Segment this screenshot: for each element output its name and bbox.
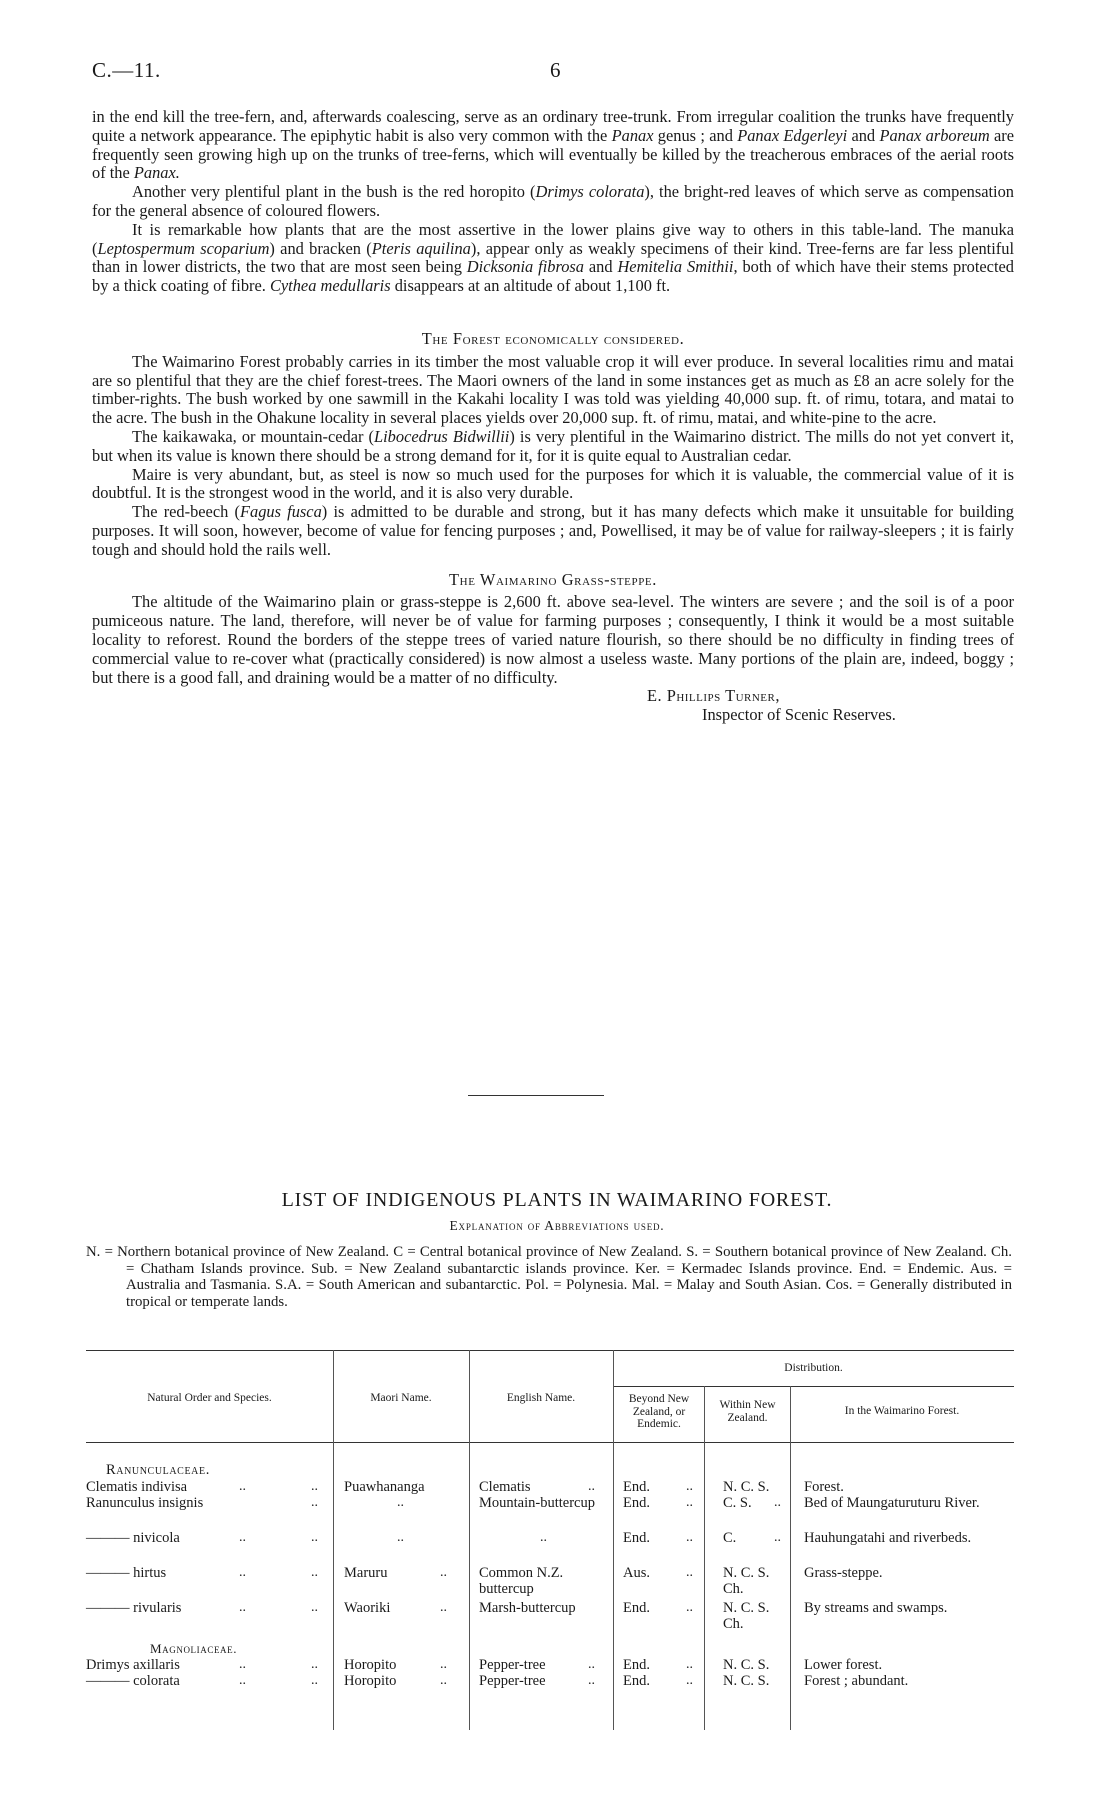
botanical-name: Panax <box>611 125 654 145</box>
leader-dots: .. <box>311 1479 318 1494</box>
leader-dots: .. <box>686 1479 693 1494</box>
distribution-rule <box>613 1386 1014 1387</box>
english-name: Pepper-tree <box>479 1673 546 1689</box>
species-name: ——— hirtus <box>86 1565 167 1581</box>
leader-dots: .. <box>686 1673 693 1688</box>
abbreviations-legend <box>86 1244 1012 1310</box>
header-beyond: Beyond New Zealand, or Endemic. <box>628 1393 690 1430</box>
within-nz: N. C. S. <box>723 1479 770 1495</box>
botanical-name: Cythea medullaris <box>269 276 391 296</box>
botanical-name: Panax arboreum <box>879 125 990 145</box>
leader-dots: .. <box>686 1600 693 1615</box>
leader-dots: .. <box>686 1495 693 1510</box>
signature-title: Inspector of Scenic Reserves. <box>702 705 896 725</box>
within-nz: N. C. S. <box>723 1657 770 1673</box>
leader-dots: .. <box>440 1565 447 1580</box>
forest-location: Forest. <box>804 1479 844 1495</box>
column-divider <box>469 1350 470 1730</box>
leader-dots: .. <box>239 1479 246 1494</box>
section-heading-forest: The Forest economically considered. <box>421 328 685 348</box>
column-divider <box>333 1350 334 1730</box>
botanical-name: Panax. <box>133 163 180 183</box>
forest-location: Lower forest. <box>804 1657 883 1673</box>
plant-table <box>0 1350 1114 1730</box>
body-text <box>92 108 1014 725</box>
within-nz: N. C. S. <box>723 1673 770 1689</box>
header-bottom-rule <box>86 1442 1014 1443</box>
list-subtitle: Explanation of Abbreviations used. <box>449 1218 665 1233</box>
header-species: Natural Order and Species. <box>147 1392 272 1404</box>
leader-dots: .. <box>311 1565 318 1580</box>
maori-name: Horopito <box>344 1657 397 1673</box>
header-maori: Maori Name. <box>370 1392 432 1404</box>
paragraph: It is remarkable how plants that are the most assertive in the lower plains give way to others in this table-land. The manuka (Leptospermum scoparium) and bracken (Pteris aquilina), appear only as weakly specimens of their kind. Tree-ferns are far less plentiful than in lower districts, the two that are most seen being Dicksonia fibrosa and Hemitelia Smithii, both of which have their stems protected by a thick coating of fibre. Cythea medullaris disappears at an altitude of about 1,100 ft. <box>92 219 1014 296</box>
leader-dots: .. <box>588 1479 595 1494</box>
leader-dots: .. <box>311 1657 318 1672</box>
leader-dots: .. <box>440 1673 447 1688</box>
header-english: English Name. <box>506 1392 576 1404</box>
list-title: LIST OF INDIGENOUS PLANTS IN WAIMARINO FOREST. <box>281 1189 833 1211</box>
maori-name: Waoriki <box>344 1600 391 1616</box>
abbreviations-text: N. = Northern botanical province of New Zealand. C = Central botanical province of New Zealand. S. = Southern botanical province of New Zealand. Ch. = Chatham Islands province. Sub. = New Zealand subantarctic islands province. Ker. = Kermadec Islands province. End. = Endemic. Aus. = Australia and Tasmania. S.A. = South American and subantarctic. Pol. = Polynesia. Mal. = Malay and South Asian. Cos. = Generally distributed in tropical or temperate lands. <box>86 1244 1012 1310</box>
leader-dots: .. <box>686 1657 693 1672</box>
leader-dots: .. <box>311 1530 318 1545</box>
forest-location: Hauhungatahi and riverbeds. <box>804 1530 972 1546</box>
leader-dots: .. <box>397 1495 404 1510</box>
leader-dots: .. <box>239 1600 246 1615</box>
beyond-nz: Aus. <box>623 1565 650 1581</box>
header-in-forest: In the Waimarino Forest. <box>844 1405 960 1417</box>
forest-location: Grass-steppe. <box>804 1565 883 1581</box>
botanical-name: Leptospermum scoparium <box>97 238 270 258</box>
beyond-nz: End. <box>623 1530 650 1546</box>
paragraph: The kaikawaka, or mountain-cedar (Libocedrus Bidwillii) is very plentiful in the Waimarino district. The mills do not yet convert it, but when its value is known there should be a strong demand for it, for it is quite equal to Australian cedar. <box>92 426 1014 465</box>
species-name: ——— nivicola <box>86 1530 180 1546</box>
forest-location: Forest ; abundant. <box>804 1673 909 1689</box>
beyond-nz: End. <box>623 1600 650 1616</box>
maori-name: Puawhananga <box>344 1479 425 1495</box>
leader-dots: .. <box>440 1600 447 1615</box>
botanical-name: Hemitelia Smithii <box>617 257 734 277</box>
botanical-name: Pteris aquilina <box>371 238 471 258</box>
leader-dots: .. <box>774 1530 781 1545</box>
paragraph: The red-beech (Fagus fusca) is admitted to be durable and strong, but it has many defects which make it unsuitable for building purposes. It will soon, however, become of value for fencing purposes ; and, Powellised, it may be of value for railway-sleepers ; it is fairly tough and should hold the rails well. <box>92 502 1014 559</box>
paragraph: The Waimarino Forest probably carries in its timber the most valuable crop it will ever produce. In several localities rimu and matai are so plentiful that they are the chief forest-trees. The Maori owners of the land in some instances get as much as £8 an acre solely for the timber-rights. The bush worked by one sawmill in the Kakahi locality I was told was yielding 40,000 sup. ft. of rimu, totara, and matai to the acre. The bush in the Ohakune locality in several places yields over 20,000 sup. ft. of rimu, matai, and white-pine to the acre. <box>92 351 1014 428</box>
beyond-nz: End. <box>623 1673 650 1689</box>
leader-dots: .. <box>397 1530 404 1545</box>
maori-name: Maruru <box>344 1565 388 1581</box>
botanical-name: Panax Edgerleyi <box>737 125 848 145</box>
leader-dots: .. <box>239 1673 246 1688</box>
species-name: Ranunculus insignis <box>86 1495 204 1511</box>
leader-dots: .. <box>239 1530 246 1545</box>
forest-location: By streams and swamps. <box>804 1600 948 1616</box>
header-distribution: Distribution. <box>784 1362 843 1374</box>
column-divider <box>613 1350 614 1730</box>
leader-dots: .. <box>588 1673 595 1688</box>
header-within: Within New Zealand. <box>719 1399 776 1424</box>
species-name: Drimys axillaris <box>86 1657 180 1673</box>
column-divider <box>704 1386 705 1730</box>
botanical-name: Libocedrus Bidwillii <box>374 426 510 446</box>
paragraph: Maire is very abundant, but, as steel is now so much used for the purposes for which it is valuable, the commercial value of it is doubtful. It is the strongest wood in the world, and it is also very durable. <box>92 464 1014 503</box>
leader-dots: .. <box>686 1565 693 1580</box>
leader-dots: .. <box>540 1530 547 1545</box>
leader-dots: .. <box>311 1673 318 1688</box>
english-name: Pepper-tree <box>479 1657 546 1673</box>
species-name: ——— colorata <box>86 1673 180 1689</box>
within-nz: C. S. <box>723 1495 752 1511</box>
family-heading: Magnoliaceae. <box>150 1641 238 1656</box>
english-name: Mountain-buttercup <box>479 1495 595 1511</box>
leader-dots: .. <box>311 1495 318 1510</box>
botanical-name: Drimys colorata <box>535 182 645 202</box>
signature-name: E. Phillips Turner, <box>647 686 780 706</box>
within-nz: N. C. S. Ch. <box>723 1565 770 1597</box>
page-number: 6 <box>550 58 561 82</box>
section-heading-steppe: The Waimarino Grass-steppe. <box>449 569 657 589</box>
paragraph: Another very plentiful plant in the bush is the red horopito (Drimys colorata), the bright-red leaves of which serve as compensation for the general absence of coloured flowers. <box>92 182 1014 220</box>
leader-dots: .. <box>588 1657 595 1672</box>
beyond-nz: End. <box>623 1657 650 1673</box>
english-name: Clematis <box>479 1479 531 1495</box>
column-divider <box>790 1386 791 1730</box>
forest-location: Bed of Maungaturuturu River. <box>804 1495 980 1511</box>
species-name: ——— rivularis <box>86 1600 182 1616</box>
leader-dots: .. <box>239 1657 246 1672</box>
english-name: Marsh-buttercup <box>479 1600 576 1616</box>
paragraph: The altitude of the Waimarino plain or grass-steppe is 2,600 ft. above sea-level. The winters are severe ; and the soil is of a poor pumiceous nature. The land, therefore, will never be of value for farming purposes ; consequently, I think it would be a most suitable locality to reforest. Round the borders of the steppe trees of varied nature flourish, so there should be no difficulty in finding trees of commercial value to re-cover what (practically considered) is now almost a useless waste. Many portions of the plain are, indeed, boggy ; but there is a good fall, and draining would be a matter of no difficulty. <box>92 592 1014 687</box>
leader-dots: .. <box>686 1530 693 1545</box>
leader-dots: .. <box>311 1600 318 1615</box>
english-name: Common N.Z. buttercup <box>479 1565 564 1597</box>
paragraph: in the end kill the tree-fern, and, afterwards coalescing, serve as an ordinary tree-trunk. From irregular coalition the trunks have frequently quite a network appearance. The epiphytic habit is also very common with the Panax genus ; and Panax Edgerleyi and Panax arboreum are frequently seen growing high up on the trunks of tree-ferns, which will eventually be killed by the treacherous embraces of the aerial roots of the Panax. <box>92 107 1014 183</box>
species-name: Clematis indivisa <box>86 1479 188 1495</box>
maori-name: Horopito <box>344 1673 397 1689</box>
leader-dots: .. <box>440 1657 447 1672</box>
family-heading: Ranunculaceae. <box>106 1462 210 1478</box>
botanical-name: Dicksonia fibrosa <box>466 257 584 277</box>
beyond-nz: End. <box>623 1495 650 1511</box>
leader-dots: .. <box>774 1495 781 1510</box>
within-nz: N. C. S. Ch. <box>723 1600 770 1632</box>
section-divider <box>468 1095 604 1096</box>
beyond-nz: End. <box>623 1479 650 1495</box>
leader-dots: .. <box>239 1565 246 1580</box>
within-nz: C. <box>723 1530 737 1546</box>
document-reference: C.—11. <box>92 58 161 82</box>
botanical-name: Fagus fusca <box>239 502 322 522</box>
table-top-rule <box>86 1350 1014 1351</box>
